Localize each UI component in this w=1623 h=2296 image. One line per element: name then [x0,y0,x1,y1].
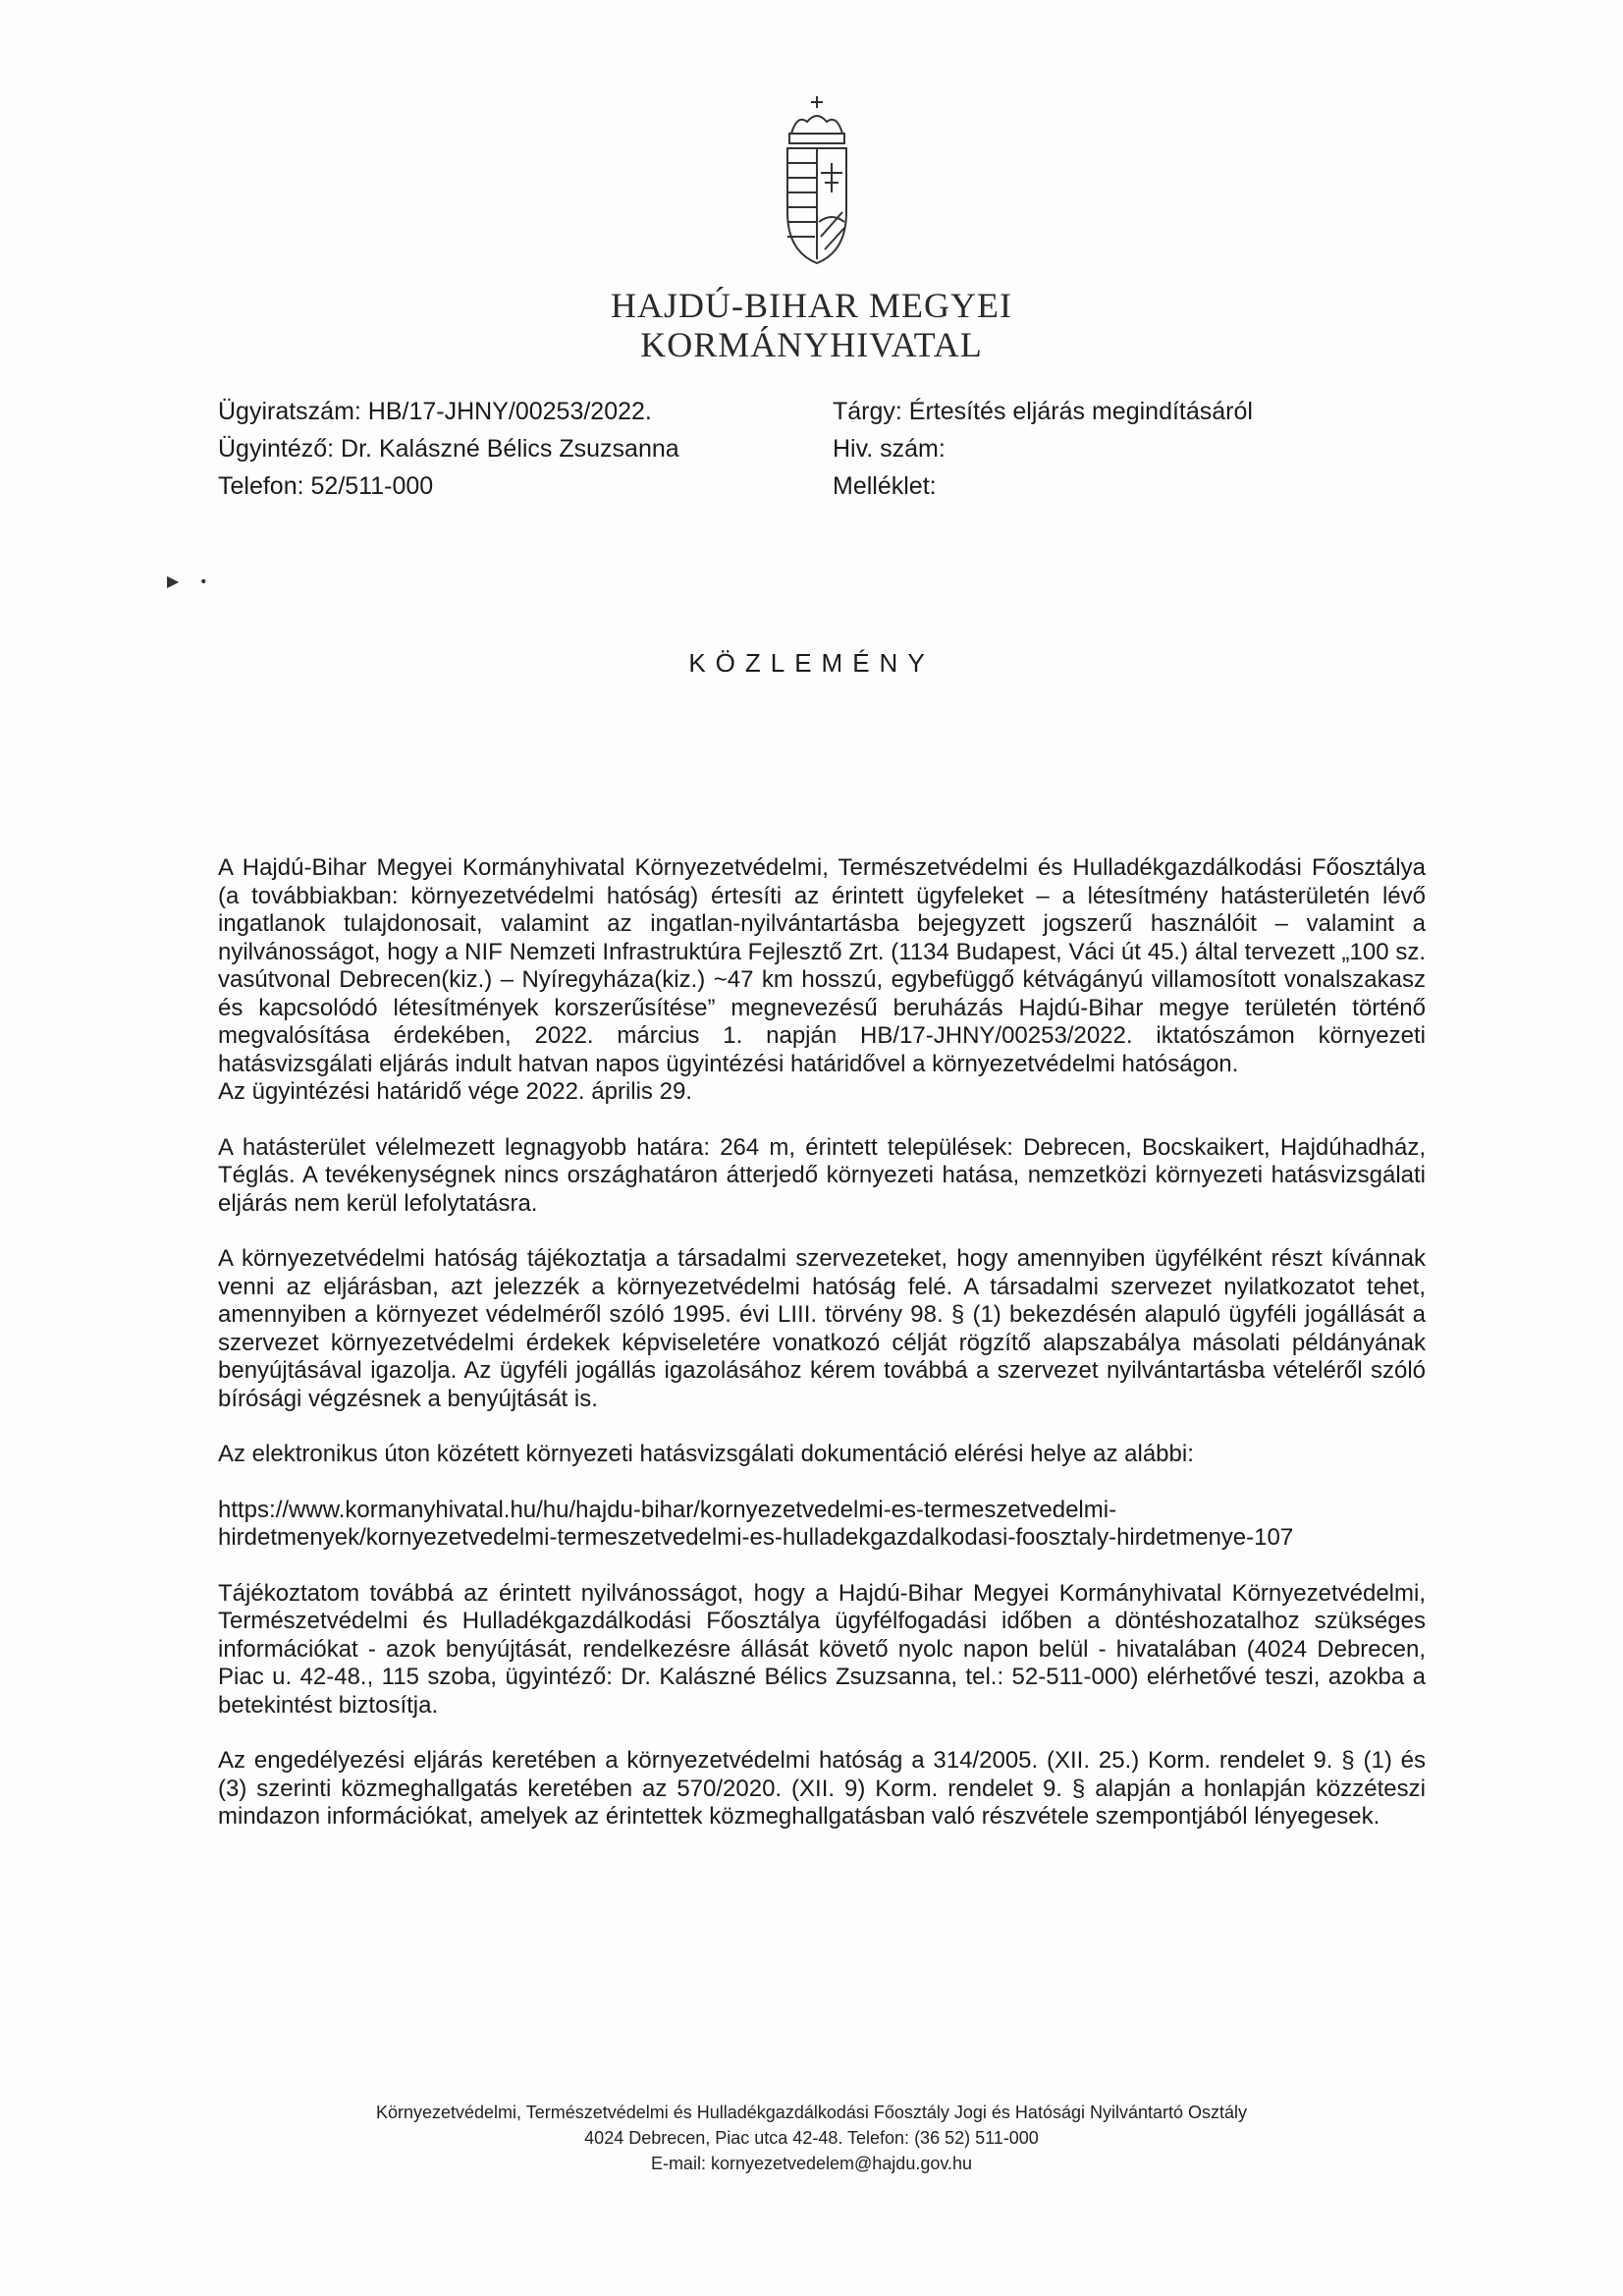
document-body [218,854,1426,1859]
footer-department: Környezetvédelmi, Természetvédelmi és Hulladékgazdálkodási Főosztály Jogi és Hatósági Nyilvántartó Osztály [375,2103,1248,2122]
office-name-line2: KORMÁNYHIVATAL [640,325,983,364]
paragraph-documentation-intro: Az elektronikus úton közétett környezeti hatásvizsgálati dokumentáció elérési helye az alábbi: [218,1441,1194,1467]
document-title: KÖZLEMÉNY [688,648,935,678]
url-line-1[interactable]: https://www.kormanyhivatal.hu/hu/hajdu-bihar/kornyezetvedelmi-es-termeszetvedelmi- [218,1496,1117,1523]
administrator: Ügyintéző: Dr. Kalászné Bélics Zsuzsanna [218,435,679,463]
attachment: Melléklet: [833,472,937,500]
phone: Telefon: 52/511-000 [218,472,434,500]
office-name-line1: HAJDÚ-BIHAR MEGYEI [611,286,1012,325]
footer [0,2100,1623,2176]
hungarian-coat-of-arms-icon [778,94,856,271]
meta-right-block [833,393,1253,505]
paragraph-social-organizations: A környezetvédelmi hatóság tájékoztatja a társadalmi szervezeteket, hogy amennyiben ügyfélként részt kívánnak venni az eljárásban, azt jelezzék a környezetvédelmi hatóság felé. A társadalmi szervezet nyilatkozatot tehet, amennyiben a környezet védelméről szóló 1995. évi LIII. törvény 98. § (1) bekezdésén alapuló ügyféli jogállását a szervezet környezetvédelmi érdekek képviseletére vonatkozó célját rögzítő alapszabálya másolati példányának benyújtásával igazolja. Az ügyféli jogállás igazolásához kérem továbbá a szervezet nyilvántartásba vételéről szóló bírósági végzésnek a benyújtását is. [218,1245,1426,1412]
documentation-url[interactable] [218,1497,1426,1553]
paragraph-notice-text: A Hajdú-Bihar Megyei Kormányhivatal Környezetvédelmi, Természetvédelmi és Hulladékgazdálkodási Főosztálya (a továbbiakban: környezetvédelmi hatóság) értesíti az érintett ügyfeleket – a létesítmény hatásterületén lévő ingatlanok tulajdonosait, valamint az ingatlan-nyilvántartásba bejegyzett jogszerű használóit – valamint a nyilvánosságot, hogy a NIF Nemzeti Infrastruktúra Fejlesztő Zrt. (1134 Budapest, Váci út 45.) által tervezett „100 sz. vasútvonal Debrecen(kiz.) – Nyíregyháza(kiz.) ~47 km hosszú, egybefüggő kétvágányú villamosított vonalszakasz és kapcsolódó létesítmények korszerűsítése” megnevezésű beruházás Hajdú-Bihar megye területén történő megvalósítása érdekében, 2022. március 1. napján HB/17-JHNY/00253/2022. iktatószámon környezeti hatásvizsgálati eljárás indult hatvan napos ügyintézési határidővel a környezetvédelmi hatóságon. [218,854,1426,1077]
paragraph-impact-area: A hatásterület vélelmezett legnagyobb határa: 264 m, érintett települések: Debrecen, Bocskaikert, Hajdúhadház, Téglás. A tevékenységnek nincs országhatáron átterjedő környezeti hatása, nemzetközi környezeti hatásvizsgálati eljárás nem kerül lefolytatásra. [218,1133,1426,1217]
deadline-text: Az ügyintézési határidő vége 2022. április 29. [218,1078,692,1105]
paragraph-public-hearing: Az engedélyezési eljárás keretében a környezetvédelmi hatóság a 314/2005. (XII. 25.) Korm. rendelet 9. § (1) és (3) szerinti közmeghallgatás keretében az 570/2020. (XII. 9) Korm. rendelet 9. § alapján a honlapján közzéteszi mindazon információkat, amelyek az érintettek közmeghallgatásban való részvétele szempontjából lényegesek. [218,1747,1426,1830]
meta-left-block [218,393,679,505]
paragraph-notice [218,854,1426,1107]
url-line-2[interactable]: hirdetmenyek/kornyezetvedelmi-termeszetvedelmi-es-hulladekgazdalkodasi-foosztaly-hirdetmenye-107 [218,1524,1294,1551]
footer-email: E-mail: kornyezetvedelem@hajdu.gov.hu [650,2154,973,2173]
subject: Tárgy: Értesítés eljárás megindításáról [833,398,1253,425]
paragraph-public-information: Tájékoztatom továbbá az érintett nyilvánosságot, hogy a Hajdú-Bihar Megyei Kormányhivatal Környezetvédelmi, Természetvédelmi és Hulladékgazdálkodási Főosztálya ügyfélfogadási időben a döntéshozatalhoz szükséges információkat - azok benyújtását, rendelkezésre állását követő nyolc napon belül - hivatalában (4024 Debrecen, Piac u. 42-48., 115 szoba, ügyintéző: Dr. Kalászné Bélics Zsuzsanna, tel.: 52-511-000) elérhetővé teszi, azokba a betekintést biztosítja. [218,1579,1426,1719]
scan-marks: ▶ • [167,574,207,590]
footer-address: 4024 Debrecen, Piac utca 42-48. Telefon: (36 52) 511-000 [584,2128,1039,2148]
reference-number: Hiv. szám: [833,435,946,463]
case-number: Ügyiratszám: HB/17-JHNY/00253/2022. [218,398,652,425]
